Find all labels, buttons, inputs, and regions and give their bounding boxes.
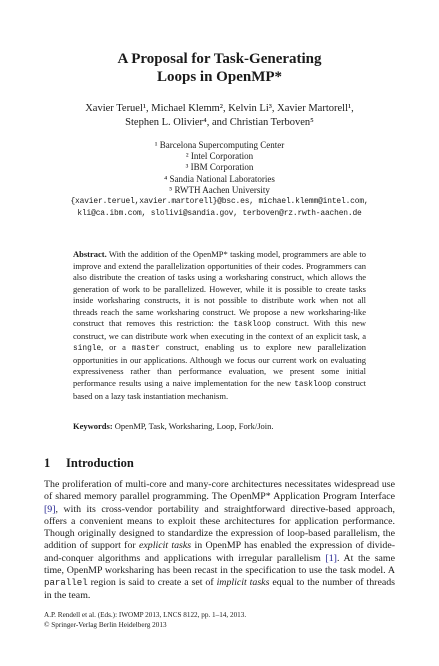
- affiliation: ² Intel Corporation: [185, 151, 254, 162]
- affiliation-list: [0, 140, 439, 196]
- title-line-1: A Proposal for Task-Generating: [117, 51, 322, 67]
- emphasis-text: explicit tasks: [139, 540, 192, 552]
- body-text: in OpenMP has enabled the expression of divide-and-conquer algorithms and applications with irregular parallelism: [44, 540, 396, 564]
- abstract-text: construct based on a lazy task instantiation mechanism.: [73, 378, 366, 401]
- citation-link[interactable]: [1]: [325, 552, 337, 564]
- abstract-code: single: [73, 344, 102, 354]
- page-footer: [44, 611, 395, 630]
- affiliation: ³ IBM Corporation: [185, 162, 254, 173]
- abstract-code: taskloop: [294, 380, 332, 390]
- body-text: equal to the number of threads in the team.: [44, 577, 396, 601]
- authors-line-1: Xavier Teruel¹, Michael Klemm², Kelvin Li³, Xavier Martorell¹,: [85, 103, 354, 114]
- keywords: [73, 421, 366, 432]
- section-heading: [44, 456, 395, 470]
- email-list: [0, 196, 439, 219]
- citation-link[interactable]: [9]: [44, 503, 56, 515]
- affiliation: ¹ Barcelona Supercomputing Center: [154, 140, 285, 150]
- body-text: region is said to create a set of: [87, 577, 217, 589]
- inline-code: parallel: [44, 577, 88, 589]
- abstract-label: Abstract.: [73, 249, 107, 259]
- emails-line-1: {xavier.teruel,xavier.martorell}@bsc.es, michael.klemm@intel.com,: [70, 197, 369, 206]
- paper-title: [0, 50, 439, 86]
- abstract-code: taskloop: [233, 320, 271, 330]
- footer-citation: A.P. Rendell et al. (Eds.): IWOMP 2013, LNCS 8122, pp. 1–14, 2013.: [44, 611, 247, 619]
- section-title: Introduction: [66, 456, 134, 470]
- abstract-code: master: [131, 344, 160, 354]
- author-list: [0, 102, 439, 130]
- affiliation: ⁴ Sandia National Laboratories: [164, 173, 275, 184]
- abstract-text: , or a: [101, 342, 132, 353]
- body-text: . At the same time, OpenMP worksharing has been recast in the specification to use the task model. A: [44, 552, 395, 577]
- section-number: 1: [44, 456, 51, 470]
- abstract-text: construct, enabling us to explore new parallelization opportunities in our applications. Although we focus our current work on evaluating expressiveness rather than performance evaluation, we present some initial performance results using a naive implementation for the new: [73, 342, 366, 389]
- affiliation: ⁵ RWTH Aachen University: [169, 184, 270, 195]
- keywords-label: Keywords:: [73, 421, 113, 431]
- body-text: , with its cross-vendor portability and straightforward directive-based approach, offers a convenient means to exploit these architectures for application performance. Though originally designed to standardize the expression of loop-based parallelism, the addition of support for: [44, 503, 395, 552]
- keywords-text: OpenMP, Task, Worksharing, Loop, Fork/Join.: [112, 421, 274, 431]
- introduction-paragraph: [44, 479, 395, 602]
- emphasis-text: implicit tasks: [216, 577, 270, 589]
- title-line-2: Loops in OpenMP*: [156, 69, 283, 85]
- body-text: The proliferation of multi-core and many-core architectures necessitates widespread use of shared memory parallel programming. The OpenMP* Application Program Interface: [44, 479, 395, 503]
- emails-line-2: kli@ca.ibm.com, slolivi@sandia.gov, terboven@rz.rwth-aachen.de: [77, 208, 362, 218]
- footer-copyright: © Springer-Verlag Berlin Heidelberg 2013: [44, 620, 167, 629]
- authors-line-2: Stephen L. Olivier⁴, and Christian Terboven⁵: [125, 117, 314, 128]
- abstract-text: construct. With this new construct, we can distribute work when executing in the context of an explicit task, a: [73, 318, 367, 341]
- abstract-text: With the addition of the OpenMP* tasking model, programmers are able to improve and extend the parallelization opportunities of their codes. Programmers can also distribute the creation of tasks using a worksharing construct, which allows the generation of work to be parallelized. However, while it is possible to create tasks inside worksharing constructs, it is not possible to distribute work when not all threads reach the same worksharing construct. We propose a new worksharing-like construct that removes this restriction: the: [73, 249, 366, 329]
- abstract: [73, 249, 366, 402]
